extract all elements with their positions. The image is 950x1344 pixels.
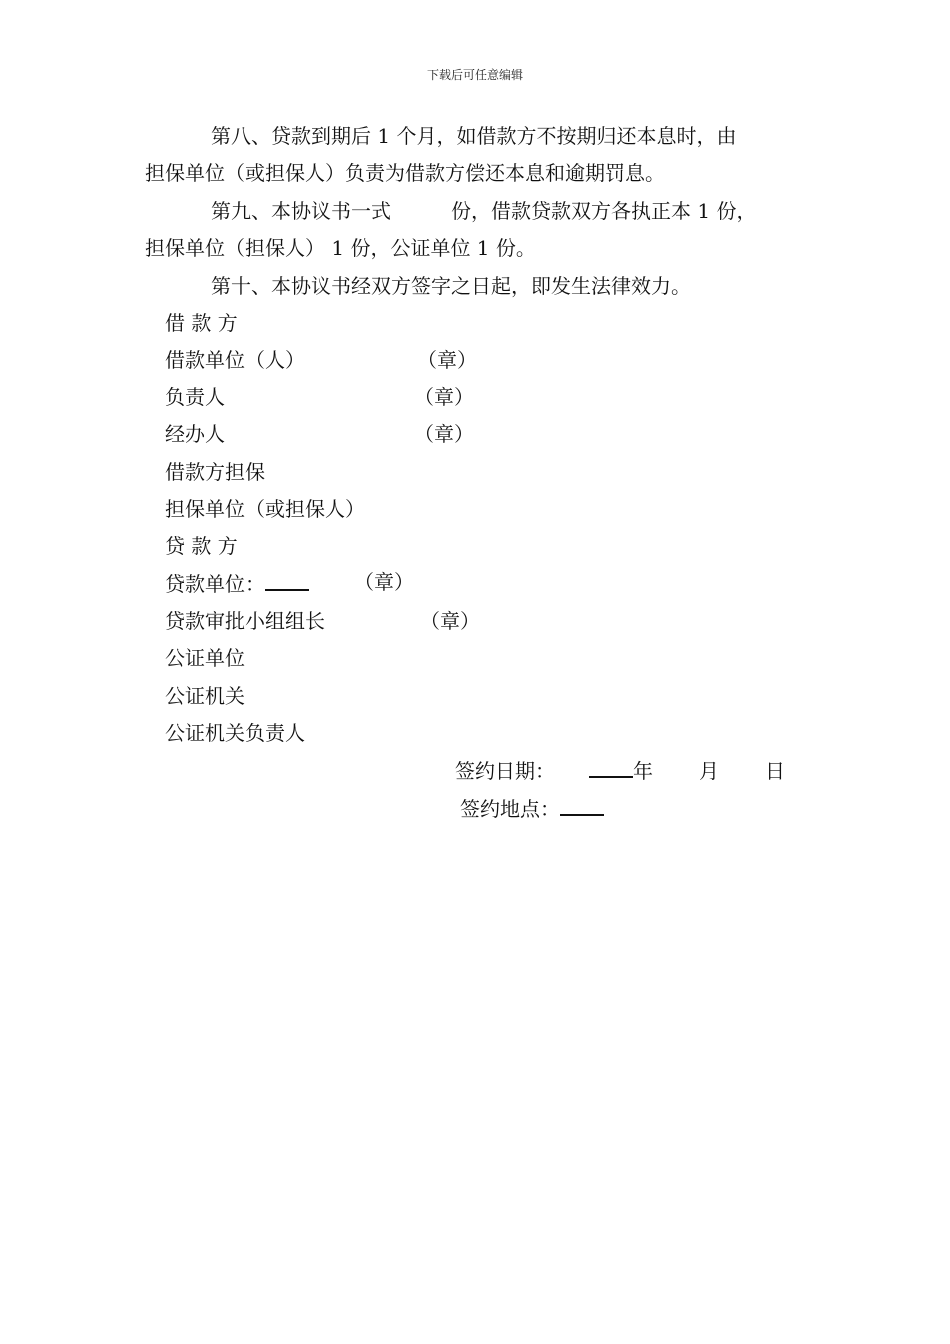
clause-nine bbox=[145, 193, 810, 267]
signing-place-label: 签约地点： bbox=[460, 797, 560, 821]
signing-date-label: 签约日期： bbox=[455, 759, 555, 783]
notary-unit-label: 公证单位 bbox=[165, 646, 245, 670]
approval-leader-seal: （章） bbox=[420, 609, 480, 633]
clause-eight-line2: 担保单位（或担保人）负责为借款方偿还本息和逾期罚息。 bbox=[145, 161, 665, 185]
clause-eight bbox=[145, 118, 810, 192]
clause-nine-line1a: 第九、本协议书一式 bbox=[211, 199, 391, 223]
handler-seal: （章） bbox=[414, 422, 474, 446]
year-label: 年 bbox=[633, 759, 653, 783]
approval-leader-label: 贷款审批小组组长 bbox=[165, 609, 325, 633]
clause-eight-line1: 第八、贷款到期后 1 个月，如借款方不按期归还本息时，由 bbox=[211, 124, 737, 148]
lender-unit-blank bbox=[265, 569, 309, 591]
notary-office-label: 公证机关 bbox=[165, 684, 245, 708]
borrower-unit-label: 借款单位（人） bbox=[165, 348, 305, 372]
signing-place-row bbox=[460, 794, 604, 822]
handler-label: 经办人 bbox=[165, 422, 225, 446]
borrower-unit-seal: （章） bbox=[417, 348, 477, 372]
signing-date-row bbox=[455, 756, 785, 784]
responsible-seal: （章） bbox=[414, 385, 474, 409]
place-blank bbox=[560, 794, 604, 816]
clause-nine-line2: 担保单位（担保人） 1 份，公证单位 1 份。 bbox=[145, 236, 536, 260]
borrower-heading: 借 款 方 bbox=[165, 311, 238, 335]
day-label: 日 bbox=[765, 759, 785, 783]
page-header: 下载后可任意编辑 bbox=[426, 68, 523, 82]
clause-ten-line1: 第十、本协议书经双方签字之日起，即发生法律效力。 bbox=[211, 274, 691, 298]
lender-heading: 贷 款 方 bbox=[165, 534, 238, 558]
guarantor-heading: 借款方担保 bbox=[165, 460, 265, 484]
guarantor-unit-label: 担保单位（或担保人） bbox=[165, 497, 365, 521]
clause-nine-line1b: 份，借款贷款双方各执正本 1 份， bbox=[451, 199, 757, 223]
lender-unit-label: 贷款单位： bbox=[165, 572, 265, 596]
month-label: 月 bbox=[699, 759, 719, 783]
responsible-label: 负责人 bbox=[165, 385, 225, 409]
notary-head-label: 公证机关负责人 bbox=[165, 721, 305, 745]
lender-unit-row bbox=[165, 569, 309, 597]
clause-ten bbox=[145, 268, 810, 305]
lender-unit-seal: （章） bbox=[354, 570, 414, 594]
year-blank bbox=[589, 756, 633, 778]
